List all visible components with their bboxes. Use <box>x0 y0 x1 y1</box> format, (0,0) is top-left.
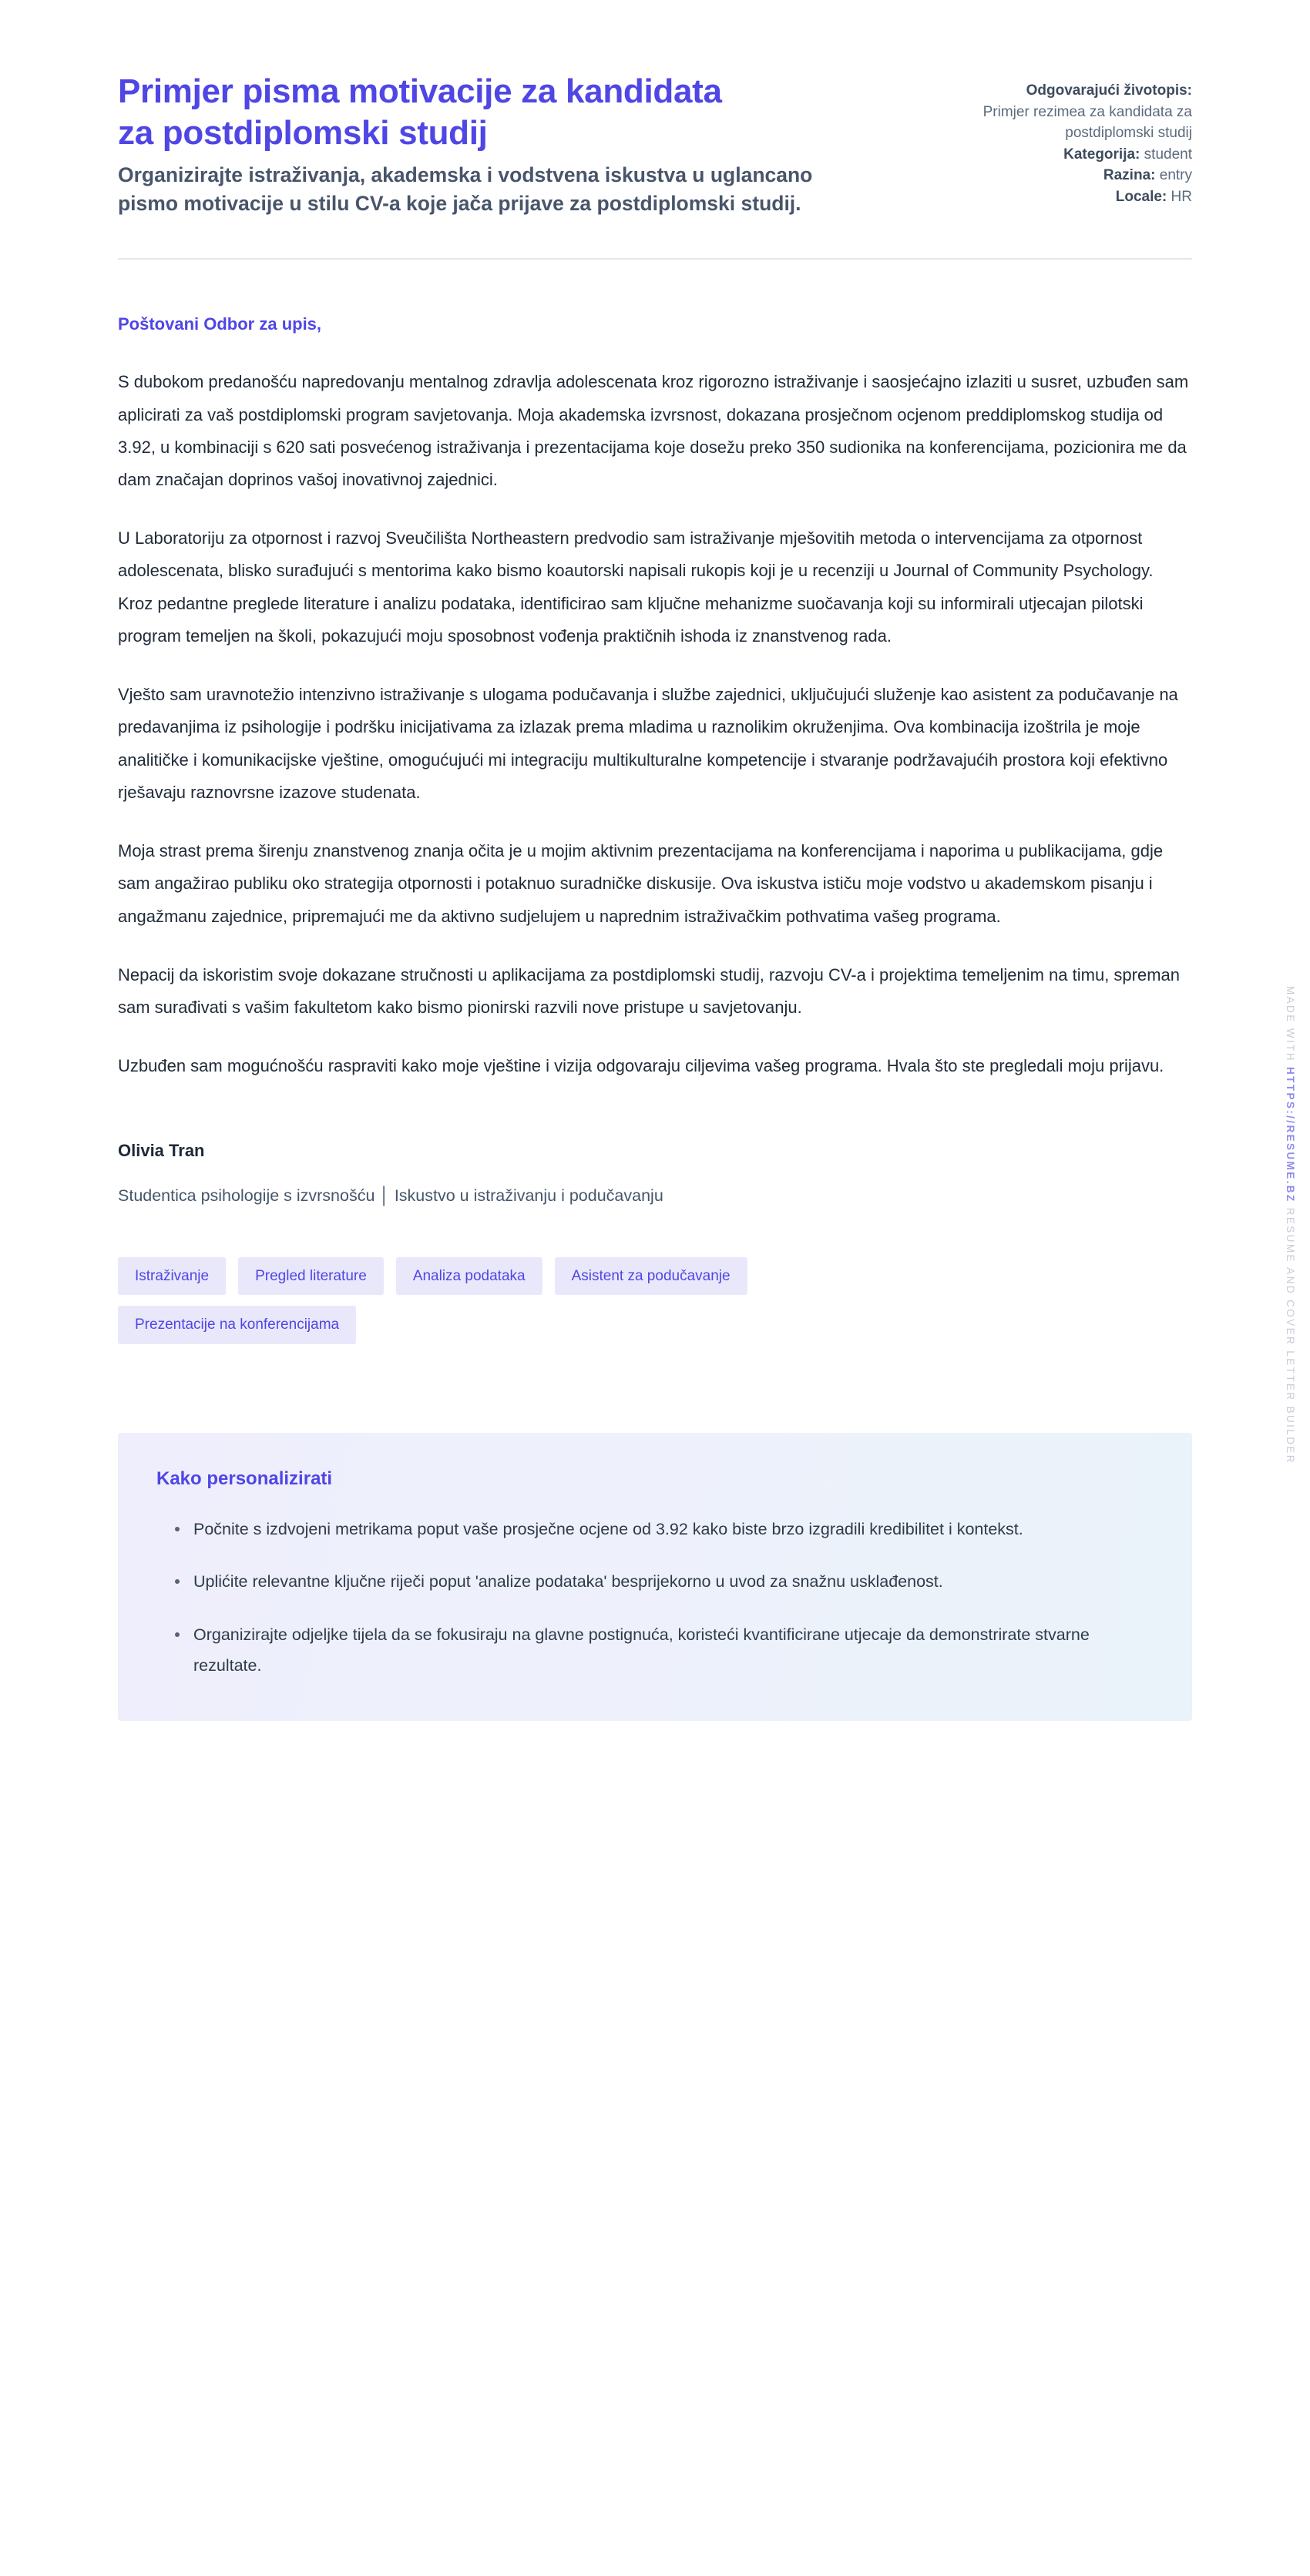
skill-tag[interactable]: Pregled literature <box>238 1257 384 1296</box>
page-subtitle: Organizirajte istraživanja, akademska i vodstvena iskustva u uglancano pismo motivacije u stilu CV-a koje jača prijave za postdiplomski studij. <box>118 163 813 215</box>
meta-matching-resume-value: Primjer rezimea za kandidata za postdiplomski studij <box>982 103 1192 142</box>
callout-tip-item: Počnite s izdvojeni metrikama poput vaše prosječne ocjene od 3.92 kako biste brzo izgradili kredibilitet i kontekst. <box>175 1514 1154 1545</box>
skill-tag[interactable]: Istraživanje <box>118 1257 226 1296</box>
signature-name: Olivia Tran <box>118 1141 205 1161</box>
letter-paragraph: S dubokom predanošću napredovanju mentalnog zdravlja adolescenata kroz rigorozno istraživanje i saosjećajno izlaziti u susret, uzbuđen sam aplicirati za vaš postdiplomski program savjetovanja. Moja akademska izvrsnost, dokazana prosječnom ocjenom preddiplomskog studija od 3.92, u kombinaciji s 620 sati posvećenog istraživanja i prezentacijama koje dosežu preko 350 sudionika na konferencijama, pozicionira me da dam značajan doprinos vašoj inovativnoj zajednici. <box>118 372 1189 489</box>
callout-tip-item: Uplićite relevantne ključne riječi poput 'analize podataka' besprijekorno u uvod za snažnu usklađenost. <box>175 1566 1154 1597</box>
watermark-link[interactable]: HTTPS://RESUME.BZ <box>1285 1067 1296 1203</box>
meta-matching-resume-label: Odgovarajući životopis: <box>1026 82 1192 99</box>
callout-tip-list <box>156 1514 1154 1682</box>
builder-watermark <box>1285 986 1296 1464</box>
meta-category-label: Kategorija: <box>1063 146 1140 163</box>
letter-paragraph: Nepacij da iskoristim svoje dokazane stručnosti u aplikacijama za postdiplomski studij, razvoju CV-a i projektima temeljenim na timu, spreman sam surađivati s vašim fakultetom kako bismo pionirski razvili nove pristupe u savjetovanju. <box>118 964 1181 1018</box>
meta-locale-label: Locale: <box>1115 188 1167 205</box>
letter-body <box>0 313 1310 1082</box>
header-metadata <box>938 71 1192 207</box>
callout-title: Kako personalizirati <box>156 1468 333 1490</box>
personalization-callout <box>118 1433 1192 1721</box>
meta-level <box>938 165 1192 186</box>
letter-paragraph: Uzbuđen sam mogućnošću raspraviti kako moje vještine i vizija odgovaraju ciljevima vašeg programa. Hvala što ste pregledali moju prijavu. <box>118 1056 1164 1076</box>
meta-matching-resume <box>938 80 1192 144</box>
letter-signature <box>0 1138 1310 1208</box>
letter-paragraph: Moja strast prema širenju znanstvenog znanja očita je u mojim aktivnim prezentacijama na konferencijama i naporima u publikacijama, gdje sam angažirao publiku oko strategija otpornosti i potaknuo suradničke diskusije. Ova iskustva ističu moje vodstvo u akademskom pisanju i angažmanu zajednice, pripremajući me da aktivno sudjelujem u naprednim istraživačkim pothvatima vašeg programa. <box>118 841 1164 926</box>
letter-salutation: Poštovani Odbor za upis, <box>118 314 322 334</box>
skill-tag[interactable]: Analiza podataka <box>396 1257 542 1296</box>
skill-tag-list <box>0 1257 963 1345</box>
page-title: Primjer pisma motivacije za kandidata za postdiplomski studij <box>118 72 722 152</box>
skill-tag[interactable]: Asistent za podučavanje <box>555 1257 747 1296</box>
meta-level-value: entry <box>1159 167 1192 184</box>
letter-paragraph: Vješto sam uravnotežio intenzivno istraživanje s ulogama podučavanja i službe zajednici, uključujući služenje kao asistent za podučavanje na predavanjima iz psihologije i podršku inicijativama za izlazak prema mladima u raznolikim okruženjima. Ova kombinacija izoštrila je moje analitičke i komunikacijske vještine, omogućujući mi integraciju multikulturalne kompetencije i stvaranje podržavajućih prostora koji efektivno rješavaju raznovrsne izazove studenata. <box>118 685 1178 802</box>
meta-category-value: student <box>1144 146 1192 163</box>
skill-tag[interactable]: Prezentacije na konferencijama <box>118 1306 356 1344</box>
letter-paragraph: U Laboratoriju za otpornost i razvoj Sveučilišta Northeastern predvodio sam istraživanje mješovitih metoda o intervencijama za otpornost adolescenata, blisko surađujući s mentorima kako bismo koautorski napisali rukopis koji je u recenziji u Journal of Community Psychology. Kroz pedantne preglede literature i analizu podataka, identificirao sam ključne mehanizme suočavanja koji su informirali utjecajan pilotski program temeljen na školi, pokazujući moju sposobnost vođenja praktičnih ishoda iz znanstvenog rada. <box>118 528 1154 646</box>
header-divider <box>118 258 1192 260</box>
watermark-prefix: MADE WITH <box>1285 986 1296 1067</box>
meta-level-label: Razina: <box>1103 167 1156 184</box>
callout-tip-item: Organizirajte odjeljke tijela da se fokusiraju na glavne postignuća, koristeći kvantificirane utjecaje da demonstrirate stvarne rezultate. <box>175 1619 1154 1682</box>
meta-category <box>938 144 1192 166</box>
header-title-block <box>118 71 835 217</box>
meta-locale-value: HR <box>1171 188 1192 205</box>
signature-tagline: Studentica psihologije s izvrsnošću │ Iskustvo u istraživanju i podučavanju <box>118 1186 663 1206</box>
page-header <box>0 0 1310 217</box>
watermark-suffix: RESUME AND COVER LETTER BUILDER <box>1285 1202 1296 1464</box>
meta-locale <box>938 186 1192 208</box>
